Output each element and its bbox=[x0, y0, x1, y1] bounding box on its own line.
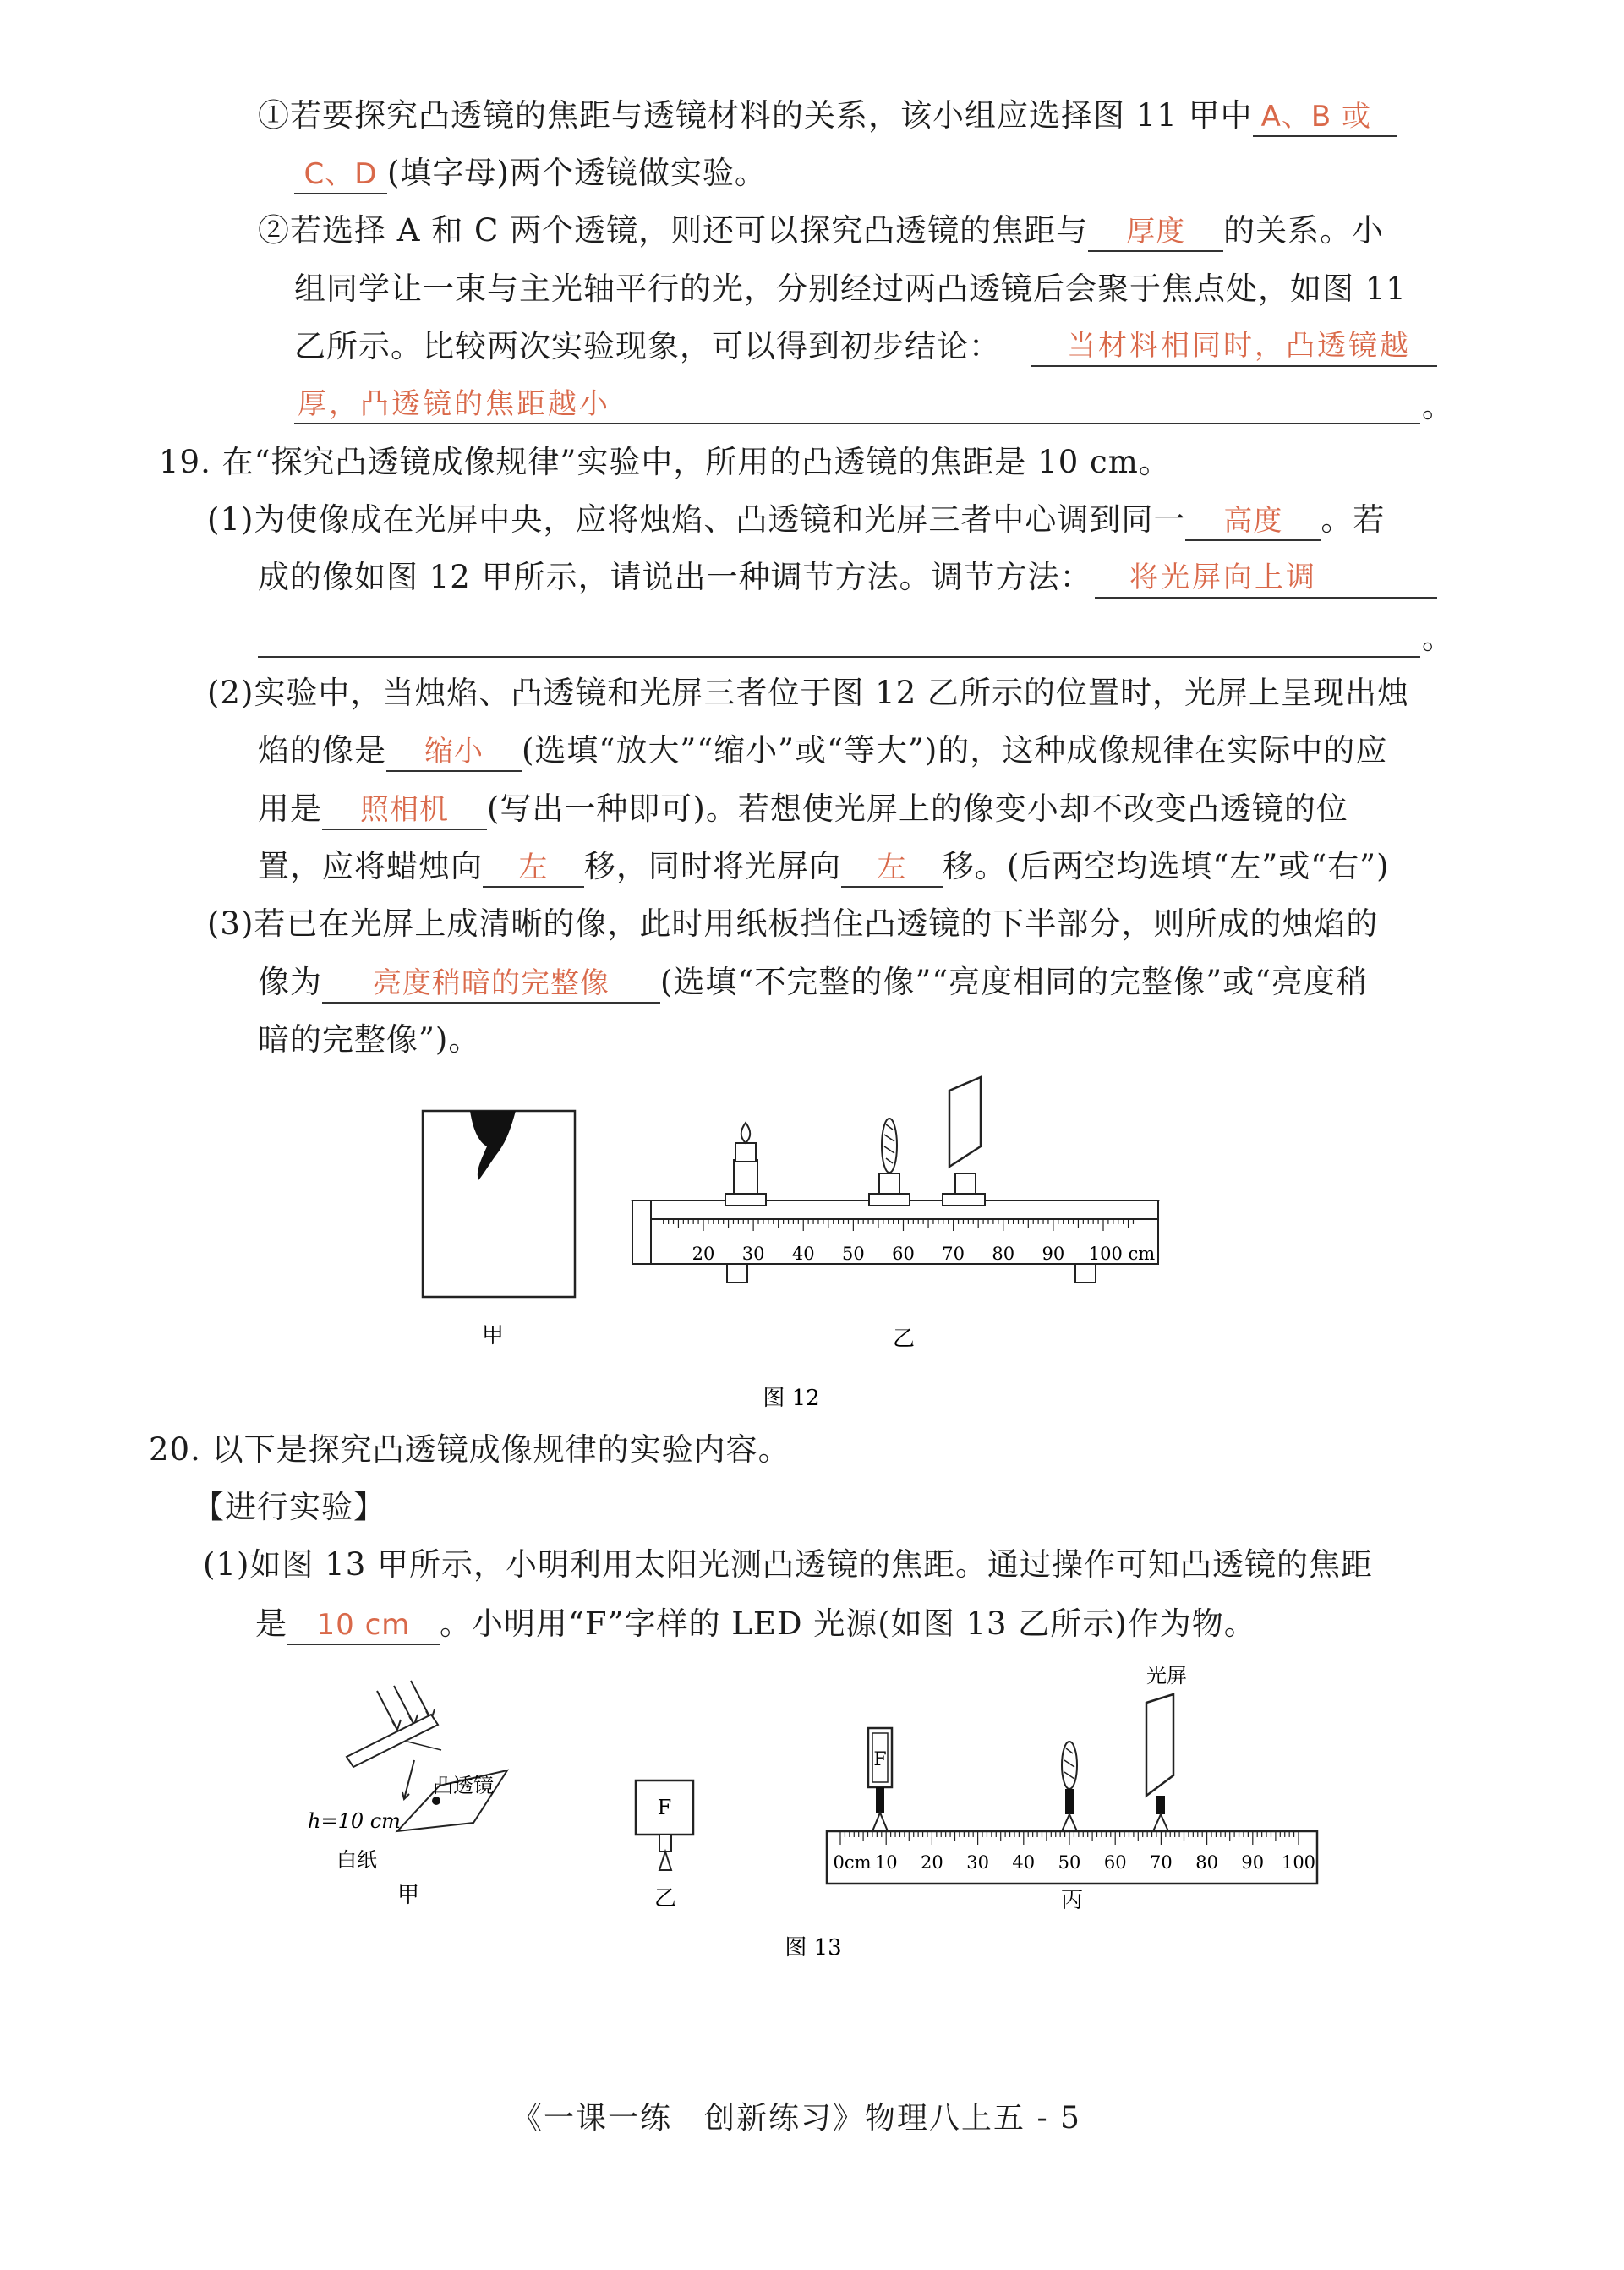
fig12-tick-label: 30 bbox=[741, 1244, 765, 1264]
fig12-tick-label: 20 bbox=[692, 1244, 715, 1264]
fig13-tick-label: 0cm bbox=[833, 1852, 872, 1873]
q19-sub3-line1: (3)若已在光屏上成清晰的像，此时用纸板挡住凸透镜的下半部分，则所成的烛焰的 bbox=[207, 905, 1379, 942]
q18-part2-line2: 组同学让一束与主光轴平行的光，分别经过两凸透镜后会聚于焦点处，如图 11 bbox=[294, 271, 1407, 307]
q18-answer-blank-1-cont[interactable]: C、D bbox=[294, 156, 387, 194]
fig12-tick-label: 40 bbox=[791, 1244, 815, 1264]
fig13-tick-label: 80 bbox=[1195, 1852, 1218, 1873]
q18-answer-blank-2[interactable]: 厚度 bbox=[1088, 213, 1223, 252]
q19-sub1-line2: 成的像如图 12 甲所示，请说出一种调节方法。调节方法： bbox=[258, 559, 1092, 595]
q20-sub1-line2: 是 10 cm 。小明用“F”字样的 LED 光源(如图 13 乙所示)作为物。 bbox=[255, 1603, 1256, 1645]
q19-answer-blank-1[interactable]: 高度 bbox=[1185, 502, 1321, 541]
fig13-bing-lens bbox=[1062, 1742, 1077, 1831]
q19-answer-blank-5[interactable]: 左 bbox=[841, 849, 943, 888]
q20-stem: 20. 以下是探究凸透镜成像规律的实验内容。 bbox=[149, 1431, 790, 1468]
q19-sub2-line3: 用是 照相机 (写出一种即可)。若想使光屏上的像变小却不改变凸透镜的位 bbox=[258, 788, 1348, 830]
q19-sub2-line2: 焰的像是 缩小 (选填“放大”“缩小”或“等大”)的，这种成像规律在实际中的应 bbox=[258, 730, 1387, 772]
fig13-lens-label: 凸透镜 bbox=[433, 1774, 494, 1797]
fig12-label-yi: 乙 bbox=[892, 1326, 916, 1352]
fig13-tick-label: 20 bbox=[921, 1852, 943, 1873]
q19-sub3-line3: 暗的完整像”)。 bbox=[258, 1021, 481, 1058]
fig13-label-bing: 丙 bbox=[1060, 1888, 1084, 1913]
fig13-bing-bench bbox=[827, 1831, 1317, 1884]
fig13-tick-label: 50 bbox=[1058, 1852, 1081, 1873]
fig13-label-yi: 乙 bbox=[653, 1886, 677, 1912]
fig13-h-label: h=10 cm bbox=[308, 1809, 401, 1833]
figure-13 bbox=[0, 1657, 1624, 1961]
q19-answer-blank-2[interactable]: 缩小 bbox=[386, 733, 522, 772]
fig13-label-jia: 甲 bbox=[396, 1883, 420, 1908]
fig13-screen-label: 光屏 bbox=[1146, 1664, 1187, 1687]
fig12-tick-label: 90 bbox=[1042, 1244, 1065, 1264]
q19-sub3-line2: 像为 亮度稍暗的完整像 (选填“不完整的像”“亮度相同的完整像”或“亮度稍 bbox=[258, 961, 1368, 1004]
fig12-label-jia: 甲 bbox=[481, 1323, 505, 1348]
q18-part1-line1: ①若要探究凸透镜的焦距与透镜材料的关系，该小组应选择图 11 甲中 A、B 或 bbox=[258, 95, 1397, 137]
fig12-light-screen bbox=[943, 1077, 985, 1206]
fig12-candle bbox=[725, 1123, 766, 1206]
fig13-bing-screen bbox=[1146, 1694, 1173, 1831]
fig12-optical-bench bbox=[632, 1201, 1158, 1283]
q19-sub1-line1: (1)为使像成在光屏中央，应将烛焰、凸透镜和光屏三者中心调到同一 高度 。若 bbox=[207, 499, 1385, 541]
fig12-tick-label: 100 cm bbox=[1088, 1244, 1156, 1264]
fig12-tick-label: 60 bbox=[892, 1244, 915, 1264]
q18-part1-line2: C、D (填字母)两个透镜做实验。 bbox=[294, 152, 767, 194]
fig12-tick-label: 50 bbox=[842, 1244, 865, 1264]
q19-adjust-underline-1 bbox=[1095, 597, 1437, 599]
fig13-led-letter: F bbox=[657, 1796, 672, 1819]
q20-answer-blank-1[interactable]: 10 cm bbox=[287, 1606, 440, 1645]
fig13-tick-label: 100 bbox=[1281, 1852, 1316, 1873]
q19-adjust-underline-2 bbox=[258, 656, 1420, 658]
fig13-tick-label: 60 bbox=[1103, 1852, 1127, 1873]
q18-conclusion-underline-1 bbox=[1031, 365, 1437, 367]
page-footer: 《一课一练 创新练习》物理八上五 - 5 bbox=[511, 2101, 1081, 2136]
q18-answer-blank-1[interactable]: A、B 或 bbox=[1253, 98, 1397, 137]
q20-sub1-line1: (1)如图 13 甲所示，小明利用太阳光测凸透镜的焦距。通过操作可知凸透镜的焦距 bbox=[203, 1546, 1374, 1583]
fig13-tick-label: 90 bbox=[1241, 1852, 1265, 1873]
q18-conclusion-answer-1: 当材料相同时，凸透镜越 bbox=[1067, 329, 1411, 363]
fig13-led-source bbox=[636, 1780, 693, 1870]
q18-conclusion-underline-2 bbox=[294, 423, 1420, 424]
q18-part2-line1: ②若选择 A 和 C 两个透镜，则还可以探究凸透镜的焦距与 厚度 的关系。小 bbox=[258, 210, 1384, 252]
q19-answer-blank-3[interactable]: 照相机 bbox=[322, 791, 487, 830]
fig12-tick-label: 70 bbox=[942, 1244, 965, 1264]
q19-adjust-answer: 将光屏向上调 bbox=[1129, 561, 1317, 594]
q19-answer-blank-6[interactable]: 亮度稍暗的完整像 bbox=[322, 965, 660, 1004]
fig13-caption: 图 13 bbox=[785, 1935, 842, 1961]
q19-sub2-line4: 置，应将蜡烛向 左 移，同时将光屏向 左 移。(后两空均选填“左”或“右”) bbox=[258, 845, 1390, 888]
q20-section-heading: 【进行实验】 bbox=[193, 1489, 385, 1525]
q18-period: 。 bbox=[1422, 388, 1454, 424]
fig12-convex-lens bbox=[869, 1119, 910, 1206]
fig13-bing-source-letter: F bbox=[873, 1749, 887, 1770]
fig13-tick-label: 70 bbox=[1150, 1852, 1173, 1873]
fig13-bing-source bbox=[868, 1728, 892, 1831]
fig13-paper-label: 白纸 bbox=[336, 1848, 377, 1872]
fig13-tick-label: 40 bbox=[1012, 1852, 1036, 1873]
q19-period: 。 bbox=[1422, 620, 1454, 656]
q19-sub2-line1: (2)实验中，当烛焰、凸透镜和光屏三者位于图 12 乙所示的位置时，光屏上呈现出烛 bbox=[207, 675, 1410, 711]
q18-part2-line3: 乙所示。比较两次实验现象，可以得到初步结论： bbox=[294, 328, 1001, 364]
figure-12 bbox=[0, 1074, 1624, 1412]
fig13-tick-label: 30 bbox=[966, 1852, 989, 1873]
q19-answer-blank-4[interactable]: 左 bbox=[483, 849, 584, 888]
fig13-tick-label: 10 bbox=[874, 1852, 898, 1873]
fig12-caption: 图 12 bbox=[763, 1386, 820, 1411]
q19-stem: 19. 在“探究凸透镜成像规律”实验中，所用的凸透镜的焦距是 10 cm。 bbox=[159, 444, 1171, 480]
q18-conclusion-answer-2: 厚，凸透镜的焦距越小 bbox=[298, 387, 610, 421]
fig12-tick-label: 80 bbox=[992, 1244, 1015, 1264]
